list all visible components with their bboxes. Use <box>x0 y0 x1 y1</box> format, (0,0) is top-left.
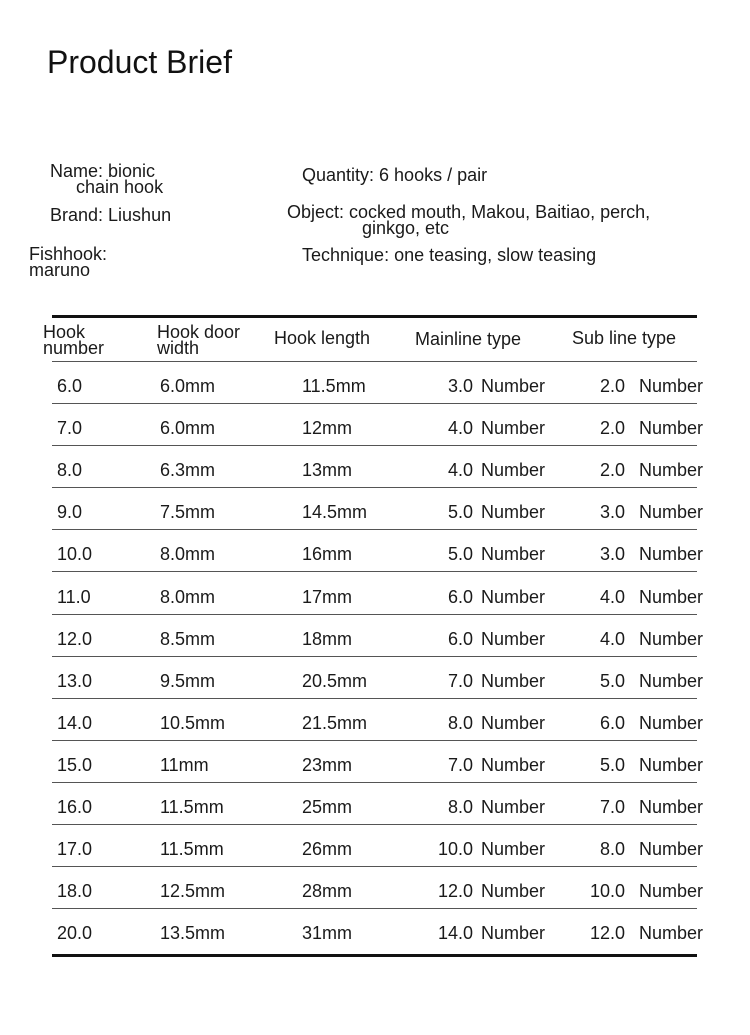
cell-door-width: 6.3mm <box>160 460 216 481</box>
cell-hook-length: 12mm <box>302 418 353 439</box>
cell-mainline-unit: Number <box>481 586 546 607</box>
header-hook-number <box>43 324 104 356</box>
cell-hook-length: 26mm <box>302 839 353 860</box>
cell-subline-unit: Number <box>639 502 704 523</box>
cell-hook-number: 20.0 <box>57 923 93 944</box>
cell-subline-value: 4.0 <box>599 628 625 649</box>
row-separator <box>52 824 697 825</box>
table-row <box>0 414 750 456</box>
row-separator <box>52 403 697 404</box>
cell-mainline-unit: Number <box>481 502 546 523</box>
row-separator <box>52 782 697 783</box>
cell-hook-number: 10.0 <box>57 544 93 565</box>
cell-mainline-unit: Number <box>481 754 546 775</box>
info-fishhook-line2: maruno <box>29 260 91 280</box>
cell-mainline-unit: Number <box>481 628 546 649</box>
cell-subline-value: 8.0 <box>599 839 625 860</box>
cell-subline-unit: Number <box>639 586 704 607</box>
cell-hook-length: 31mm <box>302 923 353 944</box>
cell-subline-unit: Number <box>639 460 704 481</box>
cell-subline-unit: Number <box>639 628 704 649</box>
info-object <box>287 204 650 236</box>
cell-door-width: 11.5mm <box>160 839 224 860</box>
cell-hook-length: 17mm <box>302 586 353 607</box>
cell-mainline-unit: Number <box>481 712 546 733</box>
cell-mainline-unit: Number <box>481 839 546 860</box>
table-row <box>0 751 750 793</box>
table-row <box>0 709 750 751</box>
cell-hook-number: 14.0 <box>57 712 93 733</box>
cell-hook-number: 18.0 <box>57 881 93 902</box>
info-fishhook-line1: Fishhook: <box>29 244 108 264</box>
cell-subline-unit: Number <box>639 544 704 565</box>
row-separator <box>52 529 697 530</box>
table-row <box>0 372 750 414</box>
info-technique: Technique: one teasing, slow teasing <box>302 245 597 265</box>
table-row <box>0 456 750 498</box>
cell-hook-number: 7.0 <box>57 418 83 439</box>
cell-subline-unit: Number <box>639 797 704 817</box>
cell-subline-value: 5.0 <box>599 754 625 775</box>
row-separator <box>52 445 697 446</box>
cell-hook-number: 17.0 <box>57 839 93 860</box>
info-brand: Brand: Liushun <box>50 205 172 225</box>
cell-hook-length: 25mm <box>302 797 353 817</box>
cell-mainline-value: 7.0 <box>447 670 473 691</box>
cell-subline-unit: Number <box>639 839 704 860</box>
cell-hook-number: 9.0 <box>57 502 83 523</box>
cell-hook-number: 12.0 <box>57 628 93 649</box>
table-row <box>0 877 750 919</box>
cell-mainline-unit: Number <box>481 881 546 902</box>
info-fishhook <box>29 246 107 278</box>
cell-subline-value: 2.0 <box>599 418 625 439</box>
cell-mainline-value: 14.0 <box>437 923 473 944</box>
cell-hook-length: 20.5mm <box>302 670 368 691</box>
header-separator <box>52 361 697 362</box>
cell-door-width: 8.0mm <box>160 586 216 607</box>
table-row <box>0 835 750 877</box>
cell-hook-number: 13.0 <box>57 670 93 691</box>
cell-door-width: 11.5mm <box>160 797 224 817</box>
cell-mainline-value: 4.0 <box>447 418 473 439</box>
cell-mainline-unit: Number <box>481 376 546 396</box>
cell-subline-value: 12.0 <box>589 923 625 944</box>
table-row <box>0 625 750 667</box>
row-separator <box>52 656 697 657</box>
page-title: Product Brief <box>47 44 232 80</box>
cell-subline-value: 4.0 <box>599 586 625 607</box>
table-row <box>0 583 750 625</box>
cell-door-width: 12.5mm <box>160 881 226 902</box>
cell-hook-length: 18mm <box>302 628 353 649</box>
row-separator <box>52 866 697 867</box>
cell-hook-length: 21.5mm <box>302 712 368 733</box>
cell-mainline-unit: Number <box>481 797 546 817</box>
cell-subline-value: 3.0 <box>599 502 625 523</box>
cell-door-width: 10.5mm <box>160 712 226 733</box>
cell-hook-length: 16mm <box>302 544 353 565</box>
header-hook-number-line1: Hook <box>43 322 86 342</box>
table-row <box>0 793 750 835</box>
cell-door-width: 11mm <box>160 754 209 775</box>
header-hook-number-line2: number <box>43 338 105 358</box>
cell-subline-unit: Number <box>639 923 704 944</box>
cell-hook-number: 8.0 <box>57 460 83 481</box>
row-separator <box>52 571 697 572</box>
cell-door-width: 6.0mm <box>160 418 216 439</box>
header-mainline: Mainline type <box>415 329 522 349</box>
cell-mainline-value: 3.0 <box>447 376 473 396</box>
header-subline: Sub line type <box>572 328 677 348</box>
row-separator <box>52 614 697 615</box>
header-door-width <box>157 324 240 356</box>
cell-subline-value: 7.0 <box>599 797 625 817</box>
cell-mainline-value: 8.0 <box>447 712 473 733</box>
cell-door-width: 8.5mm <box>160 628 216 649</box>
table-top-rule <box>52 315 697 318</box>
cell-mainline-unit: Number <box>481 923 546 944</box>
cell-mainline-value: 10.0 <box>437 839 473 860</box>
cell-hook-number: 6.0 <box>57 376 83 396</box>
info-name <box>50 163 163 195</box>
cell-mainline-value: 5.0 <box>447 544 473 565</box>
cell-subline-value: 2.0 <box>599 460 625 481</box>
cell-hook-length: 11.5mm <box>302 376 366 396</box>
cell-subline-value: 6.0 <box>599 712 625 733</box>
row-separator <box>52 698 697 699</box>
cell-door-width: 9.5mm <box>160 670 216 691</box>
cell-door-width: 8.0mm <box>160 544 216 565</box>
cell-subline-unit: Number <box>639 712 704 733</box>
cell-mainline-unit: Number <box>481 460 546 481</box>
cell-hook-number: 11.0 <box>57 586 91 607</box>
cell-mainline-unit: Number <box>481 418 546 439</box>
cell-subline-value: 2.0 <box>599 376 625 396</box>
cell-subline-unit: Number <box>639 881 704 902</box>
info-name-line2: chain hook <box>76 177 164 197</box>
cell-mainline-value: 7.0 <box>447 754 473 775</box>
row-separator <box>52 740 697 741</box>
table-row <box>0 540 750 582</box>
cell-door-width: 6.0mm <box>160 376 216 396</box>
cell-door-width: 13.5mm <box>160 923 226 944</box>
header-door-width-line1: Hook door <box>157 322 241 342</box>
cell-mainline-value: 4.0 <box>447 460 473 481</box>
cell-hook-length: 28mm <box>302 881 353 902</box>
info-name-line1: Name: bionic <box>50 161 156 181</box>
info-quantity: Quantity: 6 hooks / pair <box>302 165 488 185</box>
cell-subline-unit: Number <box>639 418 704 439</box>
cell-hook-length: 23mm <box>302 754 353 775</box>
table-bottom-rule <box>52 954 697 957</box>
cell-subline-value: 5.0 <box>599 670 625 691</box>
cell-mainline-value: 6.0 <box>447 586 473 607</box>
cell-hook-length: 13mm <box>302 460 353 481</box>
row-separator <box>52 908 697 909</box>
cell-hook-number: 16.0 <box>57 797 93 817</box>
cell-door-width: 7.5mm <box>160 502 216 523</box>
cell-mainline-value: 5.0 <box>447 502 473 523</box>
info-object-line1: Object: cocked mouth, Makou, Baitiao, perch, <box>287 202 651 222</box>
cell-mainline-value: 12.0 <box>437 881 473 902</box>
table-row <box>0 667 750 709</box>
cell-hook-length: 14.5mm <box>302 502 368 523</box>
cell-hook-number: 15.0 <box>57 754 93 775</box>
cell-mainline-unit: Number <box>481 670 546 691</box>
info-object-line2: ginkgo, etc <box>362 218 450 238</box>
cell-mainline-unit: Number <box>481 544 546 565</box>
cell-subline-unit: Number <box>639 754 704 775</box>
cell-subline-value: 10.0 <box>589 881 625 902</box>
header-hook-length: Hook length <box>274 328 371 348</box>
cell-mainline-value: 8.0 <box>447 797 473 817</box>
row-separator <box>52 487 697 488</box>
table-row <box>0 498 750 540</box>
header-door-width-line2: width <box>157 338 200 358</box>
cell-subline-unit: Number <box>639 376 704 396</box>
cell-mainline-value: 6.0 <box>447 628 473 649</box>
cell-subline-value: 3.0 <box>599 544 625 565</box>
cell-subline-unit: Number <box>639 670 704 691</box>
